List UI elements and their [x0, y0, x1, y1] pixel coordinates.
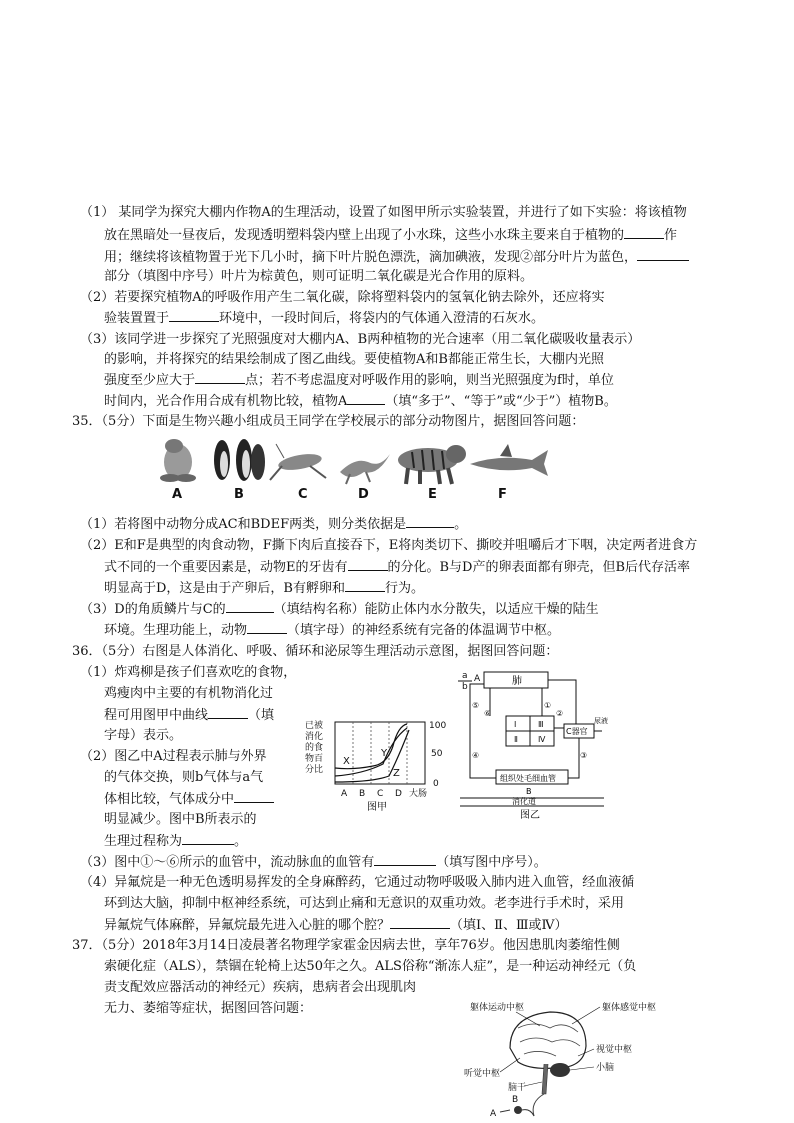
- graph-xtick: A: [341, 789, 348, 799]
- brain-figure: [460, 998, 760, 1120]
- q36-p1-line4: 字母）表示。: [104, 728, 183, 743]
- graph-ytick: 0: [433, 779, 439, 789]
- q36-p4-line1: （4）异氟烷是一种无色透明易挥发的全身麻醉药，它通过动物呼吸吸入肺内进入血管，经血液循: [80, 875, 635, 890]
- animal-label: B: [234, 487, 244, 502]
- answer-blank[interactable]: [347, 392, 385, 405]
- q36-p3: （3）图中①～⑥所示的血管中，流动脉血的血管有 （填写图中序号）。: [80, 855, 547, 870]
- vessel-label: ②: [556, 709, 564, 718]
- brain-label-b: B: [512, 1095, 519, 1105]
- q37-line3: 责支配效应器活动的神经元）疾病，患病者会出现肌肉: [104, 980, 417, 995]
- q36-p1-line3: 程可用图甲中曲线 （填: [104, 708, 275, 723]
- q37-line2: 索硬化症（ALS），禁锢在轮椅上达50年之久。ALS俗称“渐冻人症”，是一种运动神经元（负: [104, 959, 637, 974]
- answer-blank[interactable]: [234, 790, 274, 803]
- animal-e-tiger: [398, 445, 466, 484]
- chamber-label: Ⅱ: [514, 735, 518, 744]
- chamber-label: Ⅳ: [538, 735, 546, 744]
- q37-line1: 37．（5分）2018年3月14日凌晨著名物理学家霍金因病去世，享年76岁。他因患肌肉萎缩性侧: [72, 938, 620, 953]
- q-prev-p2-line2: 验装置置于 环境中，一段时间后，将袋内的气体通入澄清的石灰水。: [104, 311, 545, 326]
- vessel-label: ③: [580, 751, 588, 760]
- urine-label: 尿液: [594, 717, 608, 725]
- q35-p2-line3: 明显高于D，这是由于产卵后，B有孵卵和 行为。: [104, 581, 424, 596]
- answer-blank[interactable]: [406, 515, 454, 528]
- animal-label: A: [172, 487, 183, 502]
- answer-blank[interactable]: [637, 248, 689, 261]
- brain-label-sensory: 躯体感觉中枢: [602, 1003, 657, 1013]
- chamber-label: Ⅲ: [538, 720, 544, 729]
- q35-p3-line2: 环境。生理功能上，动物 （填字母）的神经系统有完备的体温调节中枢。: [104, 623, 561, 638]
- graph-ylabel: 消化: [305, 732, 324, 742]
- q-prev-p3-line2: 的影响，并将探究的结果绘制成了图乙曲线。要使植物A和B都能正常生长，大棚内光照: [104, 352, 604, 367]
- graph-ylabel: 已被: [305, 721, 324, 731]
- label-a: a: [462, 671, 468, 681]
- brain-label-auditory: 听觉中枢: [464, 1069, 501, 1079]
- q-prev-p1-line2: 放在黑暗处一昼夜后，发现透明塑料袋内壁上出现了小水珠，这些小水珠主要来自于植物的 作: [104, 228, 678, 243]
- animal-figure: [150, 432, 570, 504]
- answer-blank[interactable]: [348, 558, 388, 571]
- q-prev-p3-line3: 强度至少应大于 点；若不考虑温度对呼吸作用的影响，则当光照强度为f时，单位: [104, 373, 614, 388]
- answer-blank[interactable]: [169, 309, 219, 322]
- q36-stem: 36．（5分）右图是人体消化、呼吸、循环和泌尿等生理活动示意图，据图回答问题：: [72, 644, 559, 659]
- q36-p2-line5: 生理过程称为 。: [104, 834, 248, 849]
- graph-xtick: B: [359, 789, 366, 799]
- q35-p2-line2: 式不同的一个重要因素是，动物E的牙齿有 的分化。B与D产的卵表面都有卵壳，但B后代存活率: [104, 560, 691, 575]
- q35-p2-line1: （2）E和F是典型的肉食动物，F撕下肉后直接吞下，E将肉类切下、撕咬并咀嚼后才下咽，决定两者进食方: [80, 538, 698, 553]
- curve-label: Y: [381, 748, 388, 759]
- q-prev-p3-line1: （3）该同学进一步探究了光照强度对大棚内A、B两种植物的光合速率（用二氧化碳吸收量表示）: [80, 332, 641, 347]
- answer-blank[interactable]: [390, 916, 450, 929]
- q36-p2-line2: 的气体交换，则b气体与a气: [104, 770, 264, 785]
- lung-label: 肺: [512, 676, 522, 687]
- answer-blank[interactable]: [182, 832, 234, 845]
- answer-blank[interactable]: [195, 371, 245, 384]
- label-process-b: B: [526, 787, 532, 796]
- animal-c-grasshopper: [270, 444, 326, 480]
- q-prev-p1-line1: （1） 某同学为探究大棚内作物A的生理活动，设置了如图甲所示实验装置，并进行了如下实验：将该植物: [80, 205, 687, 220]
- brain-label-visual: 视觉中枢: [596, 1045, 633, 1055]
- q-prev-p2-line1: （2）若要探究植物A的呼吸作用产生二氧化碳，除将塑料袋内的氢氧化钠去除外，还应将实: [80, 290, 605, 305]
- q-prev-p1-line4: 部分（填图中序号）叶片为棕黄色，则可证明二氧化碳是光合作用的原料。: [104, 269, 534, 284]
- graph-ytick: 50: [431, 749, 443, 759]
- graph-ylabel: 的食: [305, 743, 324, 753]
- animal-label: E: [428, 487, 437, 502]
- q35-stem: 35．（5分）下面是生物兴趣小组成员王同学在学校展示的部分动物图片，据图回答问题：: [72, 414, 585, 429]
- label-process-a: A: [474, 674, 481, 684]
- q-prev-p3-line4: 时间内，光合作用合成有机物比较，植物A （填“多于”、“等于”或“少于”）植物B。: [104, 394, 617, 409]
- brain-label-a: A: [490, 1109, 497, 1119]
- q35-p1: （1）若将图中动物分成AC和BDEF两类，则分类依据是 。: [80, 517, 468, 532]
- digestion-graph: [303, 716, 453, 814]
- q37-line4: 无力、萎缩等症状，据图回答问题：: [104, 1001, 313, 1016]
- animal-label: C: [298, 487, 308, 502]
- circulation-diagram: [456, 668, 608, 820]
- graph-xtick: 大肠: [409, 789, 428, 799]
- curve-label: X: [343, 756, 350, 767]
- brain-label-cerebellum: 小脑: [596, 1063, 615, 1073]
- q-prev-p1-line3: 用；继续将该植物置于光下几小时，摘下叶片脱色漂洗，滴加碘液，发现②部分叶片为蓝色，: [104, 248, 689, 267]
- answer-blank[interactable]: [624, 226, 664, 239]
- answer-blank[interactable]: [226, 600, 274, 613]
- vessel-label: ⑥: [484, 709, 492, 718]
- graph-ylabel: 分比: [305, 765, 324, 775]
- animal-label: D: [358, 487, 369, 502]
- curve-label: Z: [393, 768, 400, 779]
- animal-label: F: [498, 487, 507, 502]
- brain-label-motor: 躯体运动中枢: [470, 1003, 525, 1013]
- q36-p2-line1: （2）图乙中A过程表示肺与外界: [80, 749, 267, 764]
- animal-a-frog: [160, 439, 196, 482]
- animal-d-lizard: [340, 454, 390, 484]
- organ-c-label: C器官: [566, 727, 588, 736]
- diagram-caption: 图乙: [520, 810, 540, 820]
- graph-caption: 图甲: [367, 802, 387, 813]
- tract-label: 消化道: [512, 797, 536, 806]
- q36-p4-line3: 异氟烷气体麻醉，异氟烷最先进入心脏的哪个腔？ （填Ⅰ、Ⅱ、Ⅲ或Ⅳ）: [104, 918, 568, 933]
- q36-p2-line3: 体相比较，气体成分中: [104, 790, 274, 809]
- graph-xtick: C: [377, 789, 384, 799]
- graph-xtick: D: [395, 789, 402, 799]
- vessel-label: ①: [544, 701, 552, 710]
- answer-blank[interactable]: [208, 706, 248, 719]
- q35-p3-line1: （3）D的角质鳞片与C的 （填结构名称）能防止体内水分散失，以适应干燥的陆生: [80, 602, 599, 617]
- q36-p4-line2: 环到达大脑，抑制中枢神经系统，可达到止痛和无意识的双重功效。老李进行手术时，采用: [104, 896, 625, 911]
- vessel-label: ⑤: [472, 701, 480, 710]
- q36-p1-line1: （1）炸鸡柳是孩子们喜欢吃的食物，: [80, 665, 297, 680]
- vessel-label: ④: [472, 751, 480, 760]
- chamber-label: Ⅰ: [514, 720, 517, 729]
- animal-f-shark: [470, 444, 548, 476]
- label-b: b: [462, 682, 468, 692]
- answer-blank[interactable]: [345, 579, 385, 592]
- answer-blank[interactable]: [247, 621, 287, 634]
- graph-ytick: 100: [429, 721, 447, 731]
- capillary-label: 组织处毛细血管: [500, 774, 556, 783]
- animal-b-penguins: [214, 439, 265, 481]
- q36-p1-line2: 鸡瘦肉中主要的有机物消化过: [104, 686, 274, 701]
- answer-blank[interactable]: [374, 853, 436, 866]
- graph-ylabel: 物百: [305, 754, 324, 764]
- brain-label-brainstem: 脑干: [508, 1083, 527, 1093]
- q36-p2-line4: 明显减少。图中B所表示的: [104, 812, 257, 827]
